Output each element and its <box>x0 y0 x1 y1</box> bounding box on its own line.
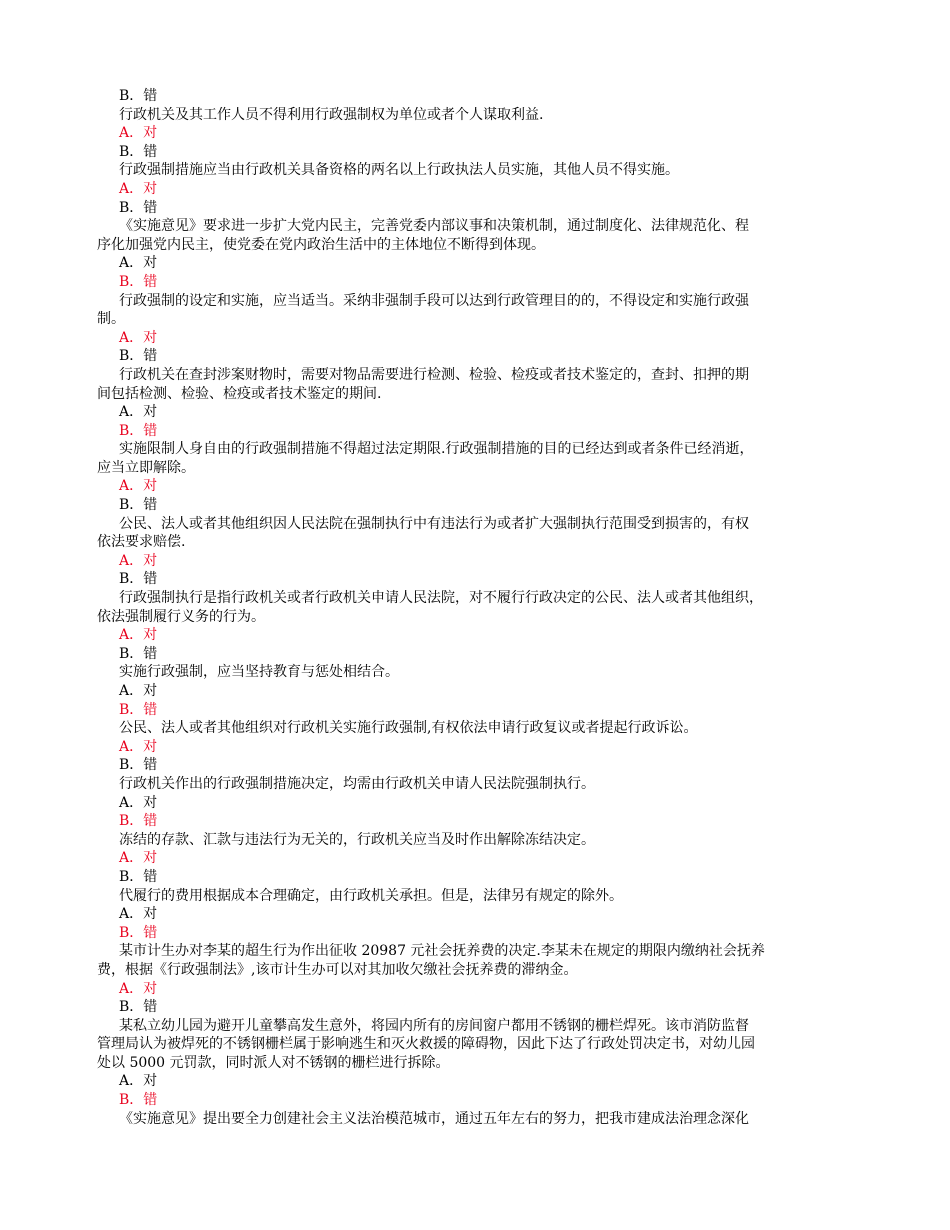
answer-option-selected: A．对 <box>119 180 158 197</box>
question-line: 行政强制执行是指行政机关或者行政机关申请人民法院，对不履行行政决定的公民、法人或者其他组织， <box>119 590 763 607</box>
answer-option-selected: B．错 <box>119 924 158 941</box>
question-line: 处以 5000 元罚款，同时派人对不锈钢的栅栏进行拆除。 <box>97 1054 450 1071</box>
answer-option-selected: A．对 <box>119 125 158 142</box>
question-line: 行政机关作出的行政强制措施决定，均需由行政机关申请人民法院强制执行。 <box>119 775 595 792</box>
document-body <box>97 87 867 1128</box>
question-line: 代履行的费用根据成本合理确定，由行政机关承担。但是，法律另有规定的除外。 <box>119 887 623 904</box>
question-line: 冻结的存款、汇款与违法行为无关的，行政机关应当及时作出解除冻结决定。 <box>119 831 595 848</box>
question-line: 应当立即解除。 <box>97 459 195 476</box>
question-text <box>97 775 867 794</box>
question-line: 管理局认为被焊死的不锈钢栅栏属于影响逃生和灭火救援的障碍物，因此下达了行政处罚决定书，对幼儿园 <box>97 1036 755 1053</box>
answer-option: B．错 <box>119 88 158 104</box>
question-text <box>97 217 867 254</box>
answer-option-selected: A．对 <box>119 329 158 346</box>
question-line: 公民、法人或者其他组织对行政机关实施行政强制,有权依法申请行政复议或者提起行政诉讼。 <box>119 720 698 737</box>
answer-option: B．错 <box>119 497 158 514</box>
answer-option: A．对 <box>119 906 158 923</box>
answer-option-selected: A．对 <box>119 552 158 569</box>
answer-option: B．错 <box>119 143 158 160</box>
question-line: 行政强制措施应当由行政机关具备资格的两名以上行政执法人员实施，其他人员不得实施。 <box>119 162 679 179</box>
answer-option: A．对 <box>119 1073 158 1090</box>
question-text <box>97 663 867 682</box>
answer-option-selected: B．错 <box>119 701 158 718</box>
question-line: 行政机关在查封涉案财物时，需要对物品需要进行检测、检验、检疫或者技术鉴定的，查封、扣押的期 <box>119 366 749 383</box>
question-text <box>97 515 867 552</box>
question-line: 实施行政强制，应当坚持教育与惩处相结合。 <box>119 664 399 681</box>
question-line: 依法强制履行义务的行为。 <box>97 608 265 625</box>
question-line: 《实施意见》要求进一步扩大党内民主，完善党委内部议事和决策机制，通过制度化、法律规范化、程 <box>119 218 749 235</box>
question-text <box>97 366 867 403</box>
question-line: 序化加强党内民主，使党委在党内政治生活中的主体地位不断得到体现。 <box>97 236 545 253</box>
answer-option-selected: A．对 <box>119 627 158 644</box>
question-line: 制。 <box>97 311 125 328</box>
question-line: 某市计生办对李某的超生行为作出征收 20987 元社会抚养费的决定.李某未在规定的期限内缴纳社会抚养 <box>119 943 765 960</box>
question-line: 行政机关及其工作人员不得利用行政强制权为单位或者个人谋取利益. <box>119 106 544 123</box>
question-line: 行政强制的设定和实施，应当适当。采纳非强制手段可以达到行政管理目的的，不得设定和实施行政强 <box>119 292 749 309</box>
answer-option-selected: B．错 <box>119 273 158 290</box>
question-line: 公民、法人或者其他组织因人民法院在强制执行中有违法行为或者扩大强制执行范围受到损害的，有权 <box>119 515 749 532</box>
question-text <box>97 942 867 979</box>
answer-option: B．错 <box>119 999 158 1016</box>
answer-option-selected: B．错 <box>119 1092 158 1109</box>
question-line: 间包括检测、检验、检疫或者技术鉴定的期间. <box>97 385 382 402</box>
answer-option: B．错 <box>119 868 158 885</box>
question-text <box>97 831 867 850</box>
answer-option: A．对 <box>119 255 158 272</box>
question-text <box>97 292 867 329</box>
question-text <box>97 589 867 626</box>
answer-option-selected: B．错 <box>119 422 158 439</box>
answer-option: B．错 <box>119 645 158 662</box>
question-line: 依法要求赔偿. <box>97 534 186 551</box>
question-text <box>97 161 867 180</box>
question-text <box>97 887 867 906</box>
question-text <box>97 719 867 738</box>
answer-option-selected: B．错 <box>119 813 158 830</box>
answer-option: A．对 <box>119 794 158 811</box>
answer-option: A．对 <box>119 404 158 421</box>
answer-option: B．错 <box>119 199 158 216</box>
answer-option-selected: A．对 <box>119 980 158 997</box>
answer-option-selected: A．对 <box>119 738 158 755</box>
answer-option: A．对 <box>119 683 158 699</box>
question-text <box>97 1110 867 1129</box>
answer-option: B．错 <box>119 757 158 774</box>
answer-option-selected: A．对 <box>119 478 158 495</box>
question-text <box>97 440 867 477</box>
answer-option: B．错 <box>119 571 158 588</box>
answer-option: B．错 <box>119 348 158 365</box>
question-line: 费，根据《行政强制法》,该市计生办可以对其加收欠缴社会抚养费的滞纳金。 <box>97 961 578 978</box>
question-line: 某私立幼儿园为避开儿童攀高发生意外，将园内所有的房间窗户都用不锈钢的栅栏焊死。该市消防监督 <box>119 1017 749 1034</box>
answer-option-selected: A．对 <box>119 850 158 867</box>
question-text <box>97 106 867 125</box>
question-line: 《实施意见》提出要全力创建社会主义法治模范城市，通过五年左右的努力，把我市建成法治理念深化 <box>119 1110 749 1127</box>
question-text <box>97 1017 867 1073</box>
question-line: 实施限制人身自由的行政强制措施不得超过法定期限.行政强制措施的目的已经达到或者条件已经消逝， <box>119 441 754 458</box>
